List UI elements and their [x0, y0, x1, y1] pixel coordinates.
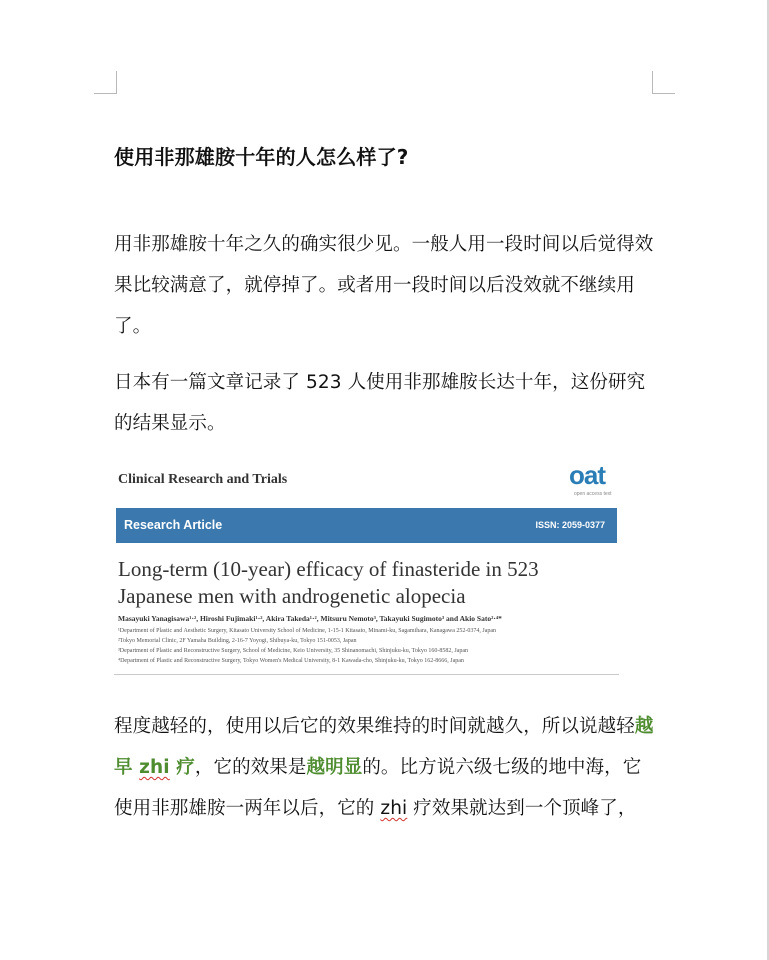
paragraph-3-text-4: 疗效果就达到一个顶峰了， — [407, 798, 637, 819]
paragraph-3-text-2: ，它的效果是 — [194, 757, 307, 778]
oat-logo: oat — [569, 460, 605, 490]
paragraph-3-text-1: 程度越轻的，使用以后它的效果维持的时间就越久，所以说越轻 — [114, 716, 635, 737]
margin-corner-top-left — [94, 71, 117, 94]
article-type-band — [116, 508, 617, 543]
paper-authors: Masayuki Yanagisawa¹·², Hiroshi Fujimaki¹·², Akira Takeda¹·², Mitsuru Nemoto³, Takayuki Sugimoto³ and Akio Sato²·⁴* — [118, 614, 502, 623]
journal-name: Clinical Research and Trials — [118, 472, 288, 487]
affiliation-2: ²Tokyo Memorial Clinic, 2F Yamaha Building, 2-16-7 Yoyogi, Shibuya-ku, Tokyo 151-0053, Japan — [118, 638, 357, 644]
paragraph-2: 日本有一篇文章记录了 523 人使用非那雄胺长达十年，这份研究的结果显示。 — [114, 372, 646, 434]
affiliation-1: ¹Department of Plastic and Aesthetic Surgery, Kitasato University School of Medicine, 1-15-1 Kitasato, Minami-ku, Sagamihara, Kanagawa 252-0374, Japan — [118, 628, 497, 634]
highlight-early-c: 疗 — [169, 757, 195, 778]
document-title: 使用非那雄胺十年的人怎么样了? — [114, 145, 409, 169]
highlight-early-a: 越早 — [114, 716, 654, 778]
embedded-paper-image[interactable] — [114, 460, 619, 676]
margin-corner-top-right — [652, 71, 675, 94]
issn: ISSN: 2059-0377 — [535, 520, 605, 530]
highlight-early-zhi: zhi — [139, 757, 170, 778]
image-bottom-rule — [114, 674, 619, 675]
affiliation-3: ³Department of Plastic and Reconstructive Surgery, School of Medicine, Keio University, 35 Shinanomachi, Shinjuku-ku, Tokyo 160-8582, Japan — [118, 648, 468, 654]
paragraph-3-text-3: 的。比方说六级七级的地中海，它使用非那雄胺一两年以后，它的 — [114, 757, 642, 819]
paper-title: Long-term (10-year) efficacy of finasteride in 523 Japanese men with androgenetic alopecia — [118, 557, 539, 608]
affiliation-4: ⁴Department of Plastic and Reconstructive Surgery, Tokyo Women's Medical University, 8-1 Kawada-cho, Shinjuku-ku, Tokyo 162-8666, Japan — [118, 658, 464, 664]
paragraph-1: 用非那雄胺十年之久的确实很少见。一般人用一段时间以后觉得效果比较满意了，就停掉了。或者用一段时间以后没效就不继续用了。 — [114, 234, 654, 337]
highlight-obvious: 越明显 — [306, 757, 363, 778]
oat-logo-subtitle: open access text — [574, 491, 612, 497]
spellcheck-zhi: zhi — [380, 798, 408, 819]
article-type: Research Article — [124, 518, 223, 532]
paragraph-3 — [114, 706, 659, 829]
